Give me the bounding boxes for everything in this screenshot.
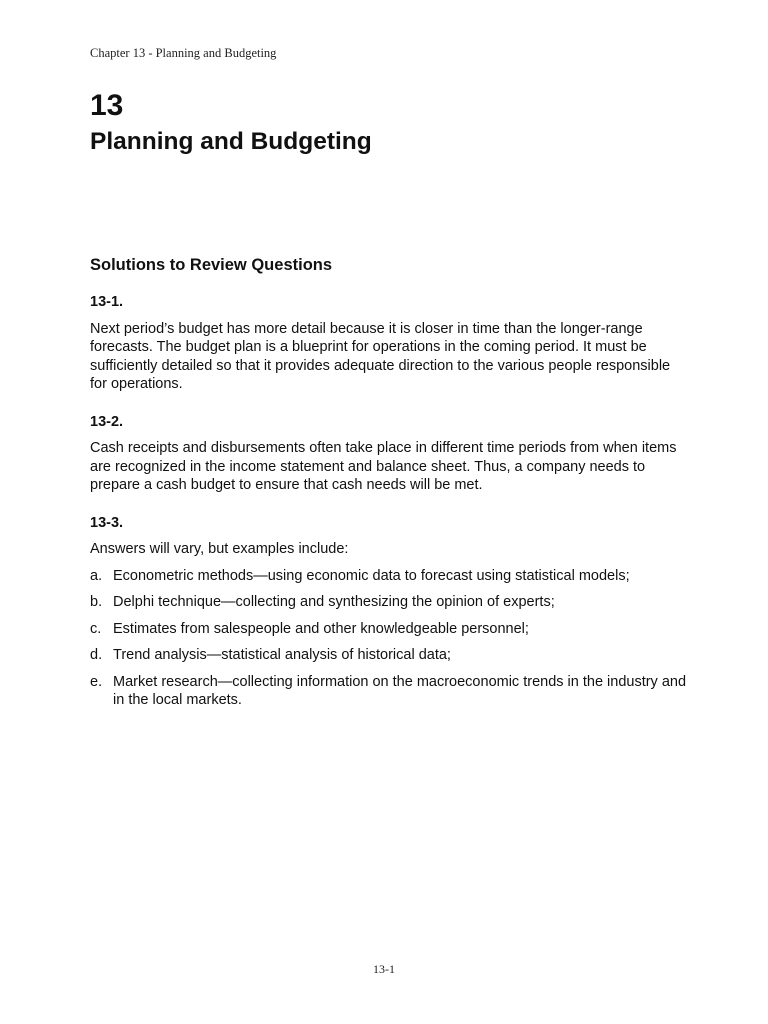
- page-number: 13-1: [373, 962, 395, 976]
- question-number: 13-1.: [90, 294, 124, 310]
- question-block: [90, 293, 690, 394]
- chapter-title: Planning and Budgeting: [90, 128, 372, 155]
- list-item-text: Econometric methods—using economic data to forecast using statistical models;: [113, 567, 630, 584]
- question-number: 13-3.: [90, 514, 124, 531]
- question-block: [90, 413, 690, 495]
- list-item: [90, 673, 690, 710]
- section-heading: Solutions to Review Questions: [90, 256, 333, 274]
- list-item-text: Trend analysis—statistical analysis of historical data;: [113, 647, 451, 663]
- answer-intro: Answers will vary, but examples include:: [90, 541, 349, 557]
- list-item-letter: d.: [90, 647, 103, 663]
- question-answer: Next period’s budget has more detail because it is closer in time than the longer-range forecasts. The budget plan is a blueprint for operations in the coming period. It must be sufficiently detailed so that it provides adequate direction to the various people responsible for operations.: [90, 320, 671, 392]
- list-item-letter: e.: [90, 673, 103, 690]
- list-item-letter: a.: [90, 567, 103, 584]
- answer-list: [90, 567, 690, 710]
- list-item: [90, 593, 690, 612]
- list-item-text: Market research—collecting information on the macroeconomic trends in the industry and in the local markets.: [113, 673, 687, 708]
- chapter-number: 13: [90, 89, 124, 122]
- list-item-letter: b.: [90, 594, 103, 610]
- running-header: Chapter 13 - Planning and Budgeting: [90, 46, 277, 60]
- question-block: [90, 514, 690, 710]
- list-item: [90, 620, 690, 639]
- document-body: [90, 254, 690, 718]
- list-item: [90, 646, 690, 665]
- question-number: 13-2.: [90, 413, 124, 430]
- list-item-text: Estimates from salespeople and other knowledgeable personnel;: [113, 620, 529, 637]
- list-item-letter: c.: [90, 620, 102, 637]
- question-answer: Cash receipts and disbursements often take place in different time periods from when items are recognized in the income statement and balance sheet. Thus, a company needs to prepare a cash budget to ensure that cash needs will be met.: [90, 440, 677, 493]
- list-item: [90, 567, 690, 586]
- list-item-text: Delphi technique—collecting and synthesizing the opinion of experts;: [113, 594, 555, 610]
